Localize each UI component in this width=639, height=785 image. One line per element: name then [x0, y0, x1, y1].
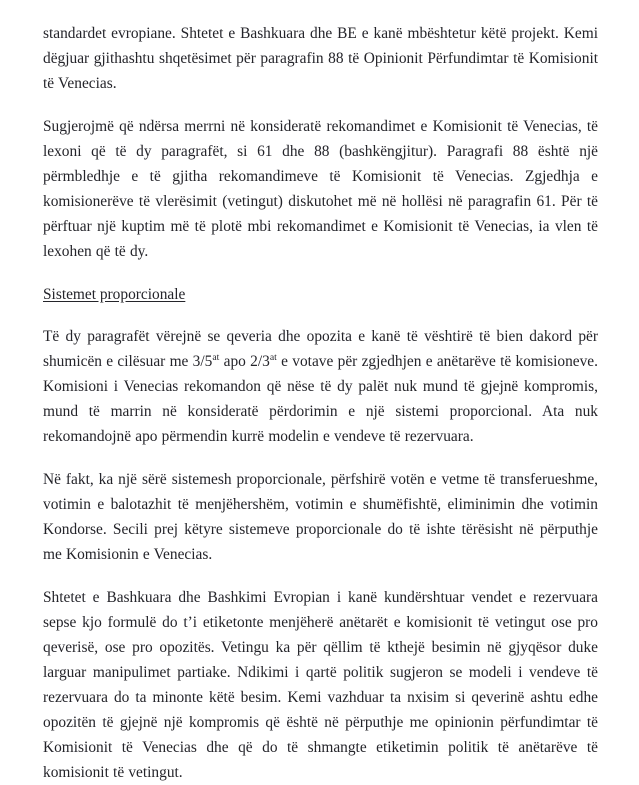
paragraph-3 [43, 325, 598, 450]
paragraph-3-segment-2: apo 2/3 [219, 352, 270, 370]
heading-sistemet-proporcionale-label: Sistemet proporcionale [43, 286, 186, 304]
paragraph-3-segment-3: e votave për zgjedhjen e anëtarëve të komisioneve. Komisioni i Venecias rekomandon që nëse të dy palët nuk mund të gjejnë kompromis, mund të marrin në konsideratë përdorimin e një sistemi proporcional. Ata nuk rekomandojnë apo përmendin kurrë modelin e vendeve të rezervuara. [43, 352, 598, 445]
heading-sistemet-proporcionale [43, 283, 598, 308]
document-text-body [43, 22, 598, 785]
paragraph-3-superscript-2: at [269, 351, 277, 363]
paragraph-3-segment-1: Të dy paragrafët vërejnë se qeveria dhe opozita e kanë të vështirë të bien dakord për shumicën e cilësuar me 3/5 [43, 328, 598, 370]
paragraph-5: Shtetet e Bashkuara dhe Bashkimi Evropian i kanë kundërshtuar vendet e rezervuara sepse kjo formulë do t’i etiketonte menjëherë anëtarët e komisionit të vetingut ose pro qeverisë, ose pro opozitës. Vetingu ka për qëllim të kthejë besimin në gjyqësor duke larguar manipulimet partiake. Ndikimi i qartë politik sugjeron se modeli i vendeve të rezervuara do ta minonte këtë besim. Kemi vazhduar ta nxisim si qeverinë ashtu edhe opozitën të gjejnë një kompromis që është në përputhje me opinionin përfundimtar të Komisionit të Venecias dhe që do të shmangte etiketimin politik të anëtarëve të komisionit të vetingut. [43, 589, 598, 781]
paragraph-4: Në fakt, ka një sërë sistemesh proporcionale, përfshirë votën e vetme të transferueshme, votimin e balotazhit të menjëhershëm, votimin e shumëfishtë, eliminimin dhe votimin Kondorse. Secili prej këtyre sistemeve proporcionale do të ishte tërësisht në përputhje me Komisionin e Venecias. [43, 471, 598, 563]
paragraph-3-superscript-1: at [212, 351, 220, 363]
paragraph-1: standardet evropiane. Shtetet e Bashkuara dhe BE e kanë mbështetur këtë projekt. Kemi dëgjuar gjithashtu shqetësimet për paragrafin 88 të Opinionit Përfundimtar të Komisionit të Venecias. [43, 25, 598, 92]
paragraph-2: Sugjerojmë që ndërsa merrni në konsideratë rekomandimet e Komisionit të Venecias, të lexoni që të dy paragrafët, si 61 dhe 88 (bashkëngjitur). Paragrafi 88 është një përmbledhje e të gjitha rekomandimeve të Komisionit të Venecias. Zgjedhja e komisionerëve të vlerësimit (vetingut) diskutohet më në hollësi në paragrafin 61. Për të përftuar një kuptim më të plotë mbi rekomandimet e Komisionit të Venecias, ia vlen të lexohen që të dy. [43, 118, 598, 260]
